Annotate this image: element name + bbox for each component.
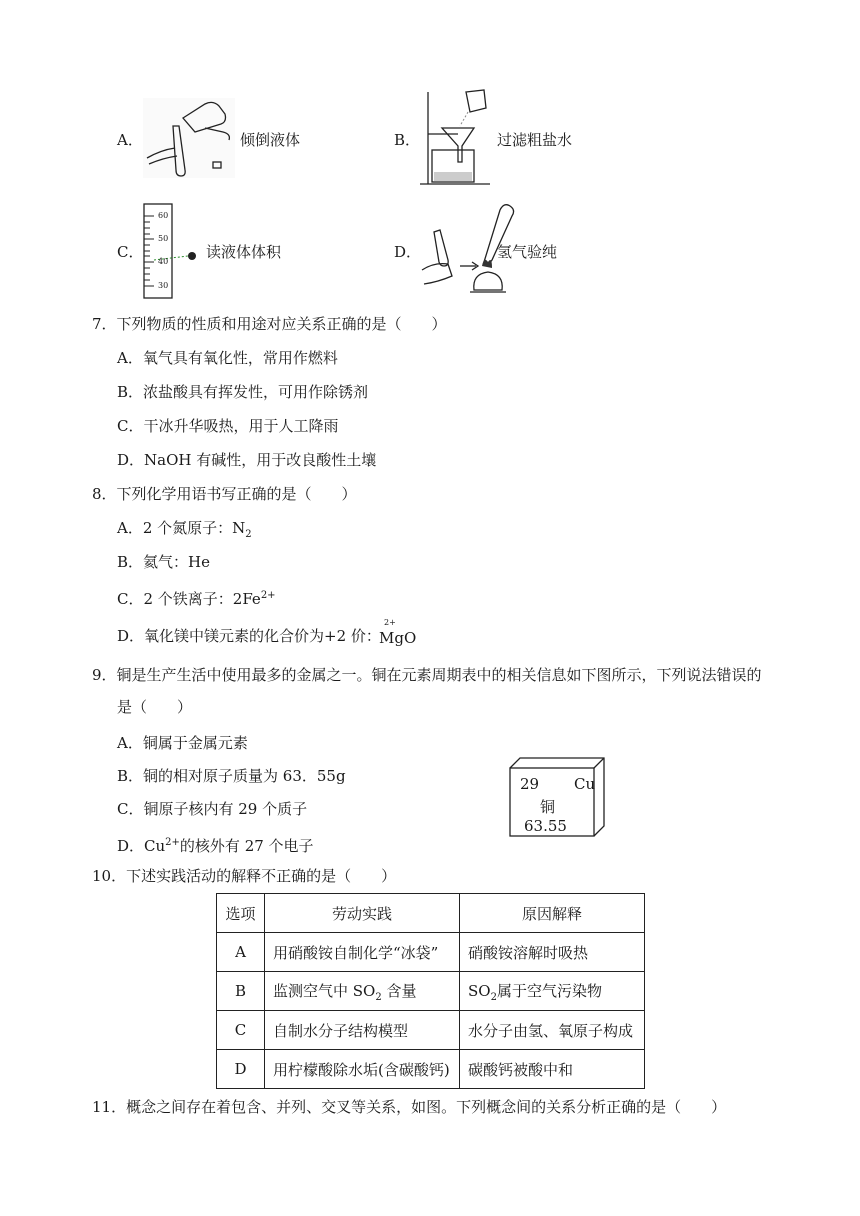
q7-option-b: B．浓盐酸具有挥发性，可用作除锈剂 xyxy=(117,383,369,401)
copper-element-info xyxy=(508,757,596,837)
row-reason: $SO_2$属于空气污染物 xyxy=(460,972,645,1011)
table-row xyxy=(217,1011,645,1050)
q7-stem: 7．下列物质的性质和用途对应关系正确的是（ ） xyxy=(92,315,447,333)
q10-table xyxy=(216,893,645,1089)
row-option: A xyxy=(217,933,265,972)
cylinder-tick-60: 60 xyxy=(158,211,169,220)
row-reason: 水分子由氢、氧原子构成 xyxy=(460,1011,645,1050)
q8-option-b: B．氦气：He xyxy=(117,553,210,571)
filtration-illustration xyxy=(418,88,494,188)
option-a-label: 倾倒液体 xyxy=(240,131,301,149)
mgo-valence-charge: 2+ xyxy=(384,618,396,627)
cylinder-tick-40: 40 xyxy=(158,257,169,266)
element-symbol: Cu xyxy=(574,775,596,793)
graduated-cylinder-illustration xyxy=(140,202,202,300)
pour-liquid-illustration xyxy=(143,98,235,178)
q7-option-c: C．干冰升华吸热，用于人工降雨 xyxy=(117,417,339,435)
q9-option-a: A．铜属于金属元素 xyxy=(117,734,248,752)
option-a-letter: A． xyxy=(117,131,143,149)
q8-stem: 8．下列化学用语书写正确的是（ ） xyxy=(92,485,357,503)
option-d-label: 氢气验纯 xyxy=(497,243,558,261)
q9-stem-line2: 是（ ） xyxy=(117,698,193,716)
header-option: 选项 xyxy=(217,894,265,933)
q7-option-a: A．氧气具有氧化性，常用作燃料 xyxy=(117,349,338,367)
q9-option-b: B．铜的相对原子质量为 63．55g xyxy=(117,767,346,785)
mgo-formula: MgO xyxy=(379,629,417,647)
q8-option-c: C．2 个铁离子：$2Fe^{2+}$ xyxy=(117,590,276,608)
atomic-mass: 63.55 xyxy=(524,817,567,835)
option-b-label: 过滤粗盐水 xyxy=(497,131,573,149)
q7-option-d: D．NaOH 有碱性，用于改良酸性土壤 xyxy=(117,451,377,469)
q8-option-d: D．氧化镁中镁元素的化合价为+2 价： xyxy=(117,627,381,645)
header-practice: 劳动实践 xyxy=(265,894,460,933)
q8-option-a: A．2 个氮原子：$N_2$ xyxy=(117,519,252,540)
table-row xyxy=(217,972,645,1011)
option-c-label: 读液体体积 xyxy=(206,243,282,261)
table-row xyxy=(217,933,645,972)
row-option: C xyxy=(217,1011,265,1050)
element-name: 铜 xyxy=(540,798,556,816)
q9-option-d: D．$Cu^{2+}$的核外有 27 个电子 xyxy=(117,837,314,855)
row-practice: 用硝酸铵自制化学“冰袋” xyxy=(265,933,460,972)
q9-stem-line1: 9．铜是生产生活中使用最多的金属之一。铜在元素周期表中的相关信息如下图所示，下列说法错误的 xyxy=(92,666,762,684)
q11-stem: 11．概念之间存在着包含、并列、交叉等关系，如图。下列概念间的关系分析正确的是（ ） xyxy=(92,1098,727,1116)
row-practice: 监测空气中 $SO_2$ 含量 xyxy=(265,972,460,1011)
row-option: D xyxy=(217,1050,265,1089)
q10-stem: 10．下述实践活动的解释不正确的是（ ） xyxy=(92,867,397,885)
table-row xyxy=(217,1050,645,1089)
atomic-number: 29 xyxy=(520,775,540,793)
table-header-row xyxy=(217,894,645,933)
row-option: B xyxy=(217,972,265,1011)
cylinder-tick-30: 30 xyxy=(158,281,169,290)
option-b-letter: B． xyxy=(394,131,421,149)
cylinder-tick-50: 50 xyxy=(158,234,169,243)
option-d-letter: D． xyxy=(394,243,422,261)
row-reason: 硝酸铵溶解时吸热 xyxy=(460,933,645,972)
header-reason: 原因解释 xyxy=(460,894,645,933)
row-practice: 自制水分子结构模型 xyxy=(265,1011,460,1050)
q9-option-c: C．铜原子核内有 29 个质子 xyxy=(117,800,308,818)
row-practice: 用柠檬酸除水垢(含碳酸钙) xyxy=(265,1050,460,1089)
row-reason: 碳酸钙被酸中和 xyxy=(460,1050,645,1089)
option-c-letter: C． xyxy=(117,243,144,261)
